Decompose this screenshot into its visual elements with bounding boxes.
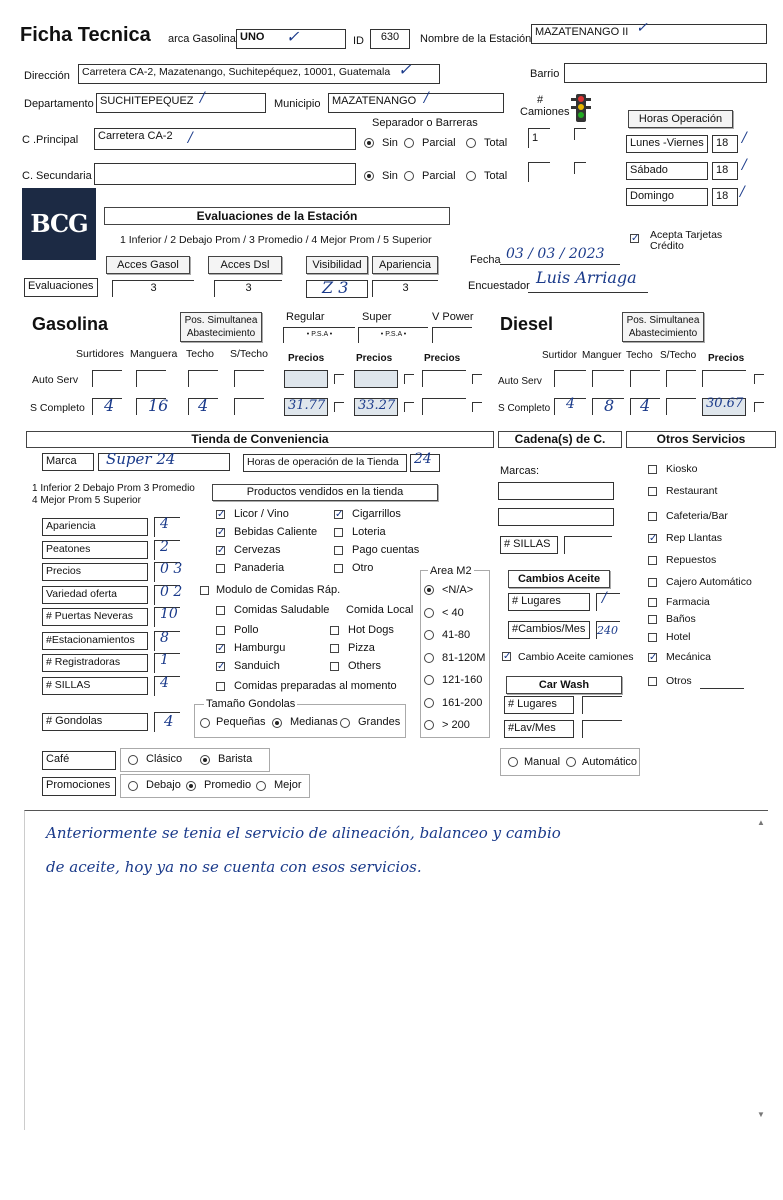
col-manguer: Manguer <box>582 350 622 361</box>
servicio-label: Cafeteria/Bar <box>666 510 728 522</box>
precios-vpower-label: Precios <box>424 353 461 364</box>
sc-vpower-checkbox[interactable] <box>472 402 482 412</box>
apariencia-value[interactable]: 3 <box>372 280 438 297</box>
check-mark-icon: / <box>200 90 205 106</box>
col-techo-diesel: Techo <box>626 350 653 361</box>
area-option-label: < 40 <box>442 606 464 619</box>
fecha-label: Fecha <box>470 254 501 266</box>
evaluaciones-title: Evaluaciones de la Estación <box>104 207 450 225</box>
as-surtidores[interactable] <box>92 370 122 387</box>
servicio-label: Hotel <box>666 631 691 643</box>
rating-label: #Estacionamientos <box>42 632 148 650</box>
producto-checkbox[interactable] <box>334 546 343 555</box>
parcial-radio-principal[interactable] <box>404 138 414 148</box>
c-principal-field[interactable]: Carretera CA-2 <box>94 128 356 150</box>
as-regular-checkbox[interactable] <box>334 374 344 384</box>
comida-checkbox[interactable] <box>216 626 225 635</box>
diesel-s-completo-label: S Completo <box>498 403 551 414</box>
comida-label: Hamburgu <box>234 642 286 654</box>
marcas-field-2[interactable] <box>498 508 614 526</box>
encuestador-line <box>528 292 648 293</box>
sc-manguera: 16 <box>148 396 169 415</box>
modulo-checkbox[interactable] <box>200 586 209 595</box>
sin-radio-secundaria[interactable] <box>364 171 374 181</box>
sin-radio-principal[interactable] <box>364 138 374 148</box>
departamento-label: Departamento <box>24 98 94 110</box>
vpower-psa <box>432 327 472 343</box>
super-psa: • P.S.A • <box>358 327 428 343</box>
area-radio[interactable] <box>424 608 434 618</box>
servicio-checkbox[interactable]: ✓ <box>649 652 658 663</box>
cambios-aceite-button[interactable]: Cambios Aceite <box>508 570 610 588</box>
c-principal-label: C .Principal <box>22 134 79 146</box>
comida-label: Sanduich <box>234 660 280 672</box>
grandes-radio[interactable] <box>340 718 350 728</box>
d-sc-techo: 4 <box>640 396 651 415</box>
auto-serv-label: Auto Serv <box>32 374 79 386</box>
departamento-field[interactable]: SUCHITEPEQUEZ <box>96 93 266 113</box>
area-label: Area M2 <box>430 565 472 577</box>
rating-label: # Registradoras <box>42 654 148 672</box>
acces-dsl-value[interactable]: 3 <box>214 280 282 297</box>
check-mark-icon: ✓ <box>636 20 648 36</box>
producto-label: Otro <box>352 562 374 574</box>
as-vpower-checkbox[interactable] <box>472 374 482 384</box>
camiones-checkbox[interactable] <box>574 128 586 140</box>
producto-checkbox[interactable] <box>216 564 225 573</box>
lunes-viernes-hours[interactable]: 18 <box>712 135 738 153</box>
vpower-label: V Power <box>432 311 474 323</box>
gondolas-value: 4 <box>164 712 174 730</box>
d-as-techo[interactable] <box>630 370 660 387</box>
manual-label: Manual <box>524 756 561 768</box>
servicio-label: Kiosko <box>666 463 698 475</box>
lav-mes-label: #Lav/Mes <box>504 720 574 738</box>
municipio-label: Municipio <box>274 98 321 110</box>
c-secundaria-field[interactable] <box>94 163 356 185</box>
promedio-radio[interactable] <box>186 781 196 791</box>
comida-checkbox[interactable]: ✓ <box>217 661 226 672</box>
comida-label: Others <box>348 660 382 672</box>
comidas-saludable-label: Comidas Saludable <box>234 604 330 616</box>
car-wash-button[interactable]: Car Wash <box>506 676 622 694</box>
mejor-label: Mejor <box>274 779 302 791</box>
d-as-manguer[interactable] <box>592 370 624 387</box>
otros-line <box>700 688 744 689</box>
col-techo: Techo <box>186 348 215 360</box>
estacion-label: Nombre de la Estación <box>420 33 532 45</box>
tienda-scale-2: 4 Mejor Prom 5 Superior <box>32 495 141 506</box>
cadena-sillas-field[interactable] <box>564 536 612 554</box>
sc-techo: 4 <box>198 396 209 415</box>
sc-regular-checkbox[interactable] <box>334 402 344 412</box>
col-manguera: Manguera <box>130 348 178 360</box>
parcial-radio-secundaria[interactable] <box>404 171 414 181</box>
parcial-label: Parcial <box>422 137 456 149</box>
servicio-label: Farmacia <box>666 596 710 608</box>
medianas-radio[interactable] <box>272 718 282 728</box>
cadena-sillas-label: # SILLAS <box>500 536 558 554</box>
rating-label: Precios <box>42 563 148 581</box>
otros-title: Otros Servicios <box>626 431 776 448</box>
barista-radio[interactable] <box>200 755 210 765</box>
d-sc-manguer: 8 <box>604 396 615 415</box>
cadena-title: Cadena(s) de C. <box>498 431 622 448</box>
rating-value: 0 2 <box>160 584 183 600</box>
mejor-radio[interactable] <box>256 781 266 791</box>
check-mark-icon: / <box>740 184 745 200</box>
producto-checkbox[interactable]: ✓ <box>335 509 344 520</box>
domingo-field: Domingo <box>626 188 708 206</box>
id-label: ID <box>353 35 364 47</box>
sc-price-super: 33.27 <box>358 398 396 413</box>
barrio-label: Barrio <box>530 68 560 80</box>
servicio-checkbox[interactable] <box>648 556 657 565</box>
id-field[interactable]: 630 <box>370 29 410 49</box>
col-surtidor: Surtidor <box>542 350 578 361</box>
servicio-checkbox[interactable] <box>648 598 657 607</box>
d-as-checkbox[interactable] <box>754 374 764 384</box>
producto-label: Pago cuentas <box>352 544 420 556</box>
tienda-title: Tienda de Conveniencia <box>26 431 494 448</box>
marcas-field-1[interactable] <box>498 482 614 500</box>
sin-label: Sin <box>382 137 398 149</box>
automatico-label: Automático <box>582 756 638 768</box>
area-option-label: 81-120M <box>442 651 486 664</box>
comida-label: Pollo <box>234 624 259 636</box>
productos-button[interactable]: Productos vendidos en la tienda <box>212 484 438 501</box>
marca-gasolina-field[interactable]: UNO <box>236 29 346 49</box>
as-techo[interactable] <box>188 370 218 387</box>
camiones-aceite-checkbox[interactable]: ✓ <box>503 651 512 662</box>
pequenas-label: Pequeñas <box>216 716 266 728</box>
area-option-label: 121-160 <box>442 674 483 686</box>
area-radio[interactable] <box>424 675 434 685</box>
producto-label: Panaderia <box>234 562 285 574</box>
manual-radio[interactable] <box>508 757 518 767</box>
visibilidad-hand: Z 3 <box>322 278 349 297</box>
col-surtidores: Surtidores <box>76 348 124 360</box>
diesel-auto-serv-label: Auto Serv <box>498 376 542 387</box>
cafe-label: Café <box>42 751 116 770</box>
cambios-mes-value: 240 <box>597 624 618 637</box>
area-radio[interactable] <box>424 630 434 640</box>
debajo-label: Debajo <box>146 779 181 791</box>
regular-label: Regular <box>286 311 325 323</box>
lugares-mark: / <box>602 590 607 606</box>
carwash-lugares-field[interactable] <box>582 696 622 714</box>
fecha-line <box>500 264 620 265</box>
comida-checkbox[interactable] <box>330 644 339 653</box>
rating-label: # SILLAS <box>42 677 148 695</box>
gasolina-pos-button[interactable]: Pos. Simultanea Abastecimiento <box>180 312 262 342</box>
rating-value: 8 <box>160 630 169 646</box>
servicio-label: Mecánica <box>666 651 711 663</box>
sabado-field: Sábado <box>626 162 708 180</box>
col-precios-diesel: Precios <box>708 353 745 364</box>
grandes-label: Grandes <box>358 716 401 728</box>
tarjetas-checkbox[interactable]: ✓ <box>631 233 640 244</box>
clasico-label: Clásico <box>146 753 183 765</box>
automatico-radio[interactable] <box>566 757 576 767</box>
area-option-label: <N/A> <box>442 584 474 596</box>
producto-label: Loteria <box>352 526 386 538</box>
sc-s-techo[interactable] <box>234 398 264 415</box>
lunes-viernes-field: Lunes -Viernes <box>626 135 708 153</box>
as-manguera[interactable] <box>136 370 166 387</box>
as-price-vpower[interactable] <box>422 370 466 387</box>
col-s-techo-diesel: S/Techo <box>660 350 697 361</box>
rating-value: 4 <box>160 516 169 532</box>
rating-value: 0 3 <box>160 561 183 577</box>
rating-label: Peatones <box>42 541 148 559</box>
d-sc-s-techo[interactable] <box>666 398 696 415</box>
evaluaciones-label: Evaluaciones <box>24 278 98 297</box>
notes-line-1: Anteriormente se tenia el servicio de alineación, balanceo y cambio <box>46 824 561 842</box>
check-mark-icon: / <box>424 90 429 106</box>
sc-surtidores: 4 <box>104 396 115 415</box>
sin-label: Sin <box>382 170 398 182</box>
super-label: Super <box>362 311 392 323</box>
servicio-checkbox[interactable] <box>648 633 657 642</box>
precios-regular-label: Precios <box>288 353 325 364</box>
producto-label: Licor / Vino <box>234 508 289 520</box>
gondolas-label: # Gondolas <box>42 713 148 731</box>
s-completo-label: S Completo <box>30 402 85 414</box>
producto-checkbox[interactable]: ✓ <box>217 545 226 556</box>
as-price-regular[interactable] <box>284 370 328 388</box>
producto-checkbox[interactable]: ✓ <box>217 509 226 520</box>
apariencia-button[interactable]: Apariencia <box>372 256 438 274</box>
producto-checkbox[interactable]: ✓ <box>217 527 226 538</box>
tienda-marca-value: Super 24 <box>106 450 176 468</box>
tamano-label: Tamaño Gondolas <box>206 698 296 710</box>
traffic-light-icon <box>570 94 592 124</box>
area-option-label: > 200 <box>442 719 470 731</box>
direccion-field[interactable]: Carretera CA-2, Mazatenango, Suchitepéquez, 10001, Guatemala <box>78 64 440 84</box>
servicio-checkbox[interactable] <box>648 512 657 521</box>
estacion-field[interactable]: MAZATENANGO II <box>531 24 767 44</box>
domingo-hours[interactable]: 18 <box>712 188 738 206</box>
col-s-techo: S/Techo <box>230 348 268 360</box>
servicio-label: Baños <box>666 613 696 625</box>
debajo-radio[interactable] <box>128 781 138 791</box>
page-title: Ficha Tecnica <box>20 24 151 46</box>
tienda-marca-label: Marca <box>42 453 94 471</box>
comida-checkbox[interactable] <box>330 662 339 671</box>
horas-operacion-button[interactable]: Horas Operación <box>628 110 733 128</box>
sc-super-checkbox[interactable] <box>404 402 414 412</box>
check-mark-icon: ✓ <box>286 27 300 46</box>
producto-label: Cigarrillos <box>352 508 401 520</box>
as-super-checkbox[interactable] <box>404 374 414 384</box>
check-mark-icon: / <box>742 130 747 146</box>
servicio-label: Otros <box>666 675 692 687</box>
comida-checkbox[interactable]: ✓ <box>217 643 226 654</box>
tienda-scale-1: 1 Inferior 2 Debajo Prom 3 Promedio <box>32 483 195 494</box>
diesel-pos-button[interactable]: Pos. Simultanea Abastecimiento <box>622 312 704 342</box>
area-option-label: 41-80 <box>442 629 471 641</box>
rating-label: Variedad oferta <box>42 586 148 604</box>
comida-local-label: Comida Local <box>346 604 414 616</box>
sc-price-regular: 31.77 <box>288 398 326 413</box>
marca-gasolina-label: arca Gasolina <box>168 33 236 45</box>
area-radio[interactable] <box>424 653 434 663</box>
lav-mes-field[interactable] <box>582 720 622 738</box>
camiones-checkbox-2[interactable] <box>574 162 586 174</box>
precios-super-label: Precios <box>356 353 393 364</box>
servicio-checkbox[interactable] <box>648 487 657 496</box>
total-radio-secundaria[interactable] <box>466 171 476 181</box>
encuestador-label: Encuestador <box>468 280 530 292</box>
camiones-field[interactable]: 1 <box>528 128 550 148</box>
servicio-checkbox[interactable] <box>648 578 657 587</box>
barista-label: Barista <box>218 753 253 765</box>
d-sc-price: 30.67 <box>706 396 744 411</box>
comida-label: Pizza <box>348 642 375 654</box>
check-mark-icon: / <box>188 130 193 146</box>
rating-value: 4 <box>160 675 169 691</box>
regular-psa: • P.S.A • <box>283 327 355 343</box>
acces-gasol-button[interactable]: Acces Gasol <box>106 256 190 274</box>
d-sc-surtidor: 4 <box>566 396 575 412</box>
acces-gasol-value[interactable]: 3 <box>112 280 194 297</box>
lugares-field[interactable] <box>596 593 620 611</box>
camiones-aceite-label: Cambio Aceite camiones <box>518 651 634 663</box>
pequenas-radio[interactable] <box>200 718 210 728</box>
scroll-down-icon[interactable]: ▼ <box>757 1110 765 1119</box>
servicio-label: Restaurant <box>666 485 718 497</box>
camiones-label: # Camiones <box>520 94 570 118</box>
barrio-field[interactable] <box>564 63 767 83</box>
as-s-techo[interactable] <box>234 370 264 387</box>
total-radio-principal[interactable] <box>466 138 476 148</box>
modulo-label: Modulo de Comidas Ráp. <box>216 584 341 596</box>
rating-label: # Puertas Neveras <box>42 608 148 626</box>
producto-checkbox[interactable] <box>334 564 343 573</box>
preparadas-label: Comidas preparadas al momento <box>234 680 397 692</box>
d-sc-checkbox[interactable] <box>754 402 764 412</box>
scroll-up-icon[interactable]: ▲ <box>757 818 765 827</box>
comidas-saludable-checkbox[interactable] <box>216 606 225 615</box>
total-label: Total <box>484 137 508 149</box>
clasico-radio[interactable] <box>128 755 138 765</box>
medianas-label: Medianas <box>290 716 338 728</box>
direccion-label: Dirección <box>24 70 70 82</box>
check-mark-icon: ✓ <box>398 60 412 79</box>
cambios-mes-label: #Cambios/Mes <box>508 621 590 639</box>
as-price-super[interactable] <box>354 370 398 388</box>
sabado-hours[interactable]: 18 <box>712 162 738 180</box>
lugares-label: # Lugares <box>508 593 590 611</box>
area-option-label: 161-200 <box>442 696 483 709</box>
servicio-checkbox[interactable]: ✓ <box>649 533 658 544</box>
check-mark-icon: / <box>742 157 747 173</box>
notes-line-2: de aceite, hoy ya no se cuenta con esos servicios. <box>46 858 422 876</box>
evaluaciones-scale: 1 Inferior / 2 Debajo Prom / 3 Promedio / 4 Mejor Prom / 5 Superior <box>120 234 432 246</box>
fecha-value[interactable]: 03 / 03 / 2023 <box>506 246 605 262</box>
rating-label: Apariencia <box>42 518 148 536</box>
d-as-s-techo[interactable] <box>666 370 696 387</box>
camiones-field-2[interactable] <box>528 162 550 182</box>
area-radio[interactable] <box>424 585 434 595</box>
tienda-horas-label: Horas de operación de la Tienda <box>243 454 407 472</box>
servicio-label: Repuestos <box>666 554 717 566</box>
servicio-label: Cajero Automático <box>666 576 752 588</box>
servicio-label: Rep Llantas <box>666 532 723 544</box>
diesel-title: Diesel <box>500 314 554 334</box>
visibilidad-button[interactable]: Visibilidad <box>306 256 368 274</box>
rating-value: 10 <box>160 606 178 622</box>
bcg-logo: BCG <box>22 188 96 260</box>
servicio-checkbox[interactable] <box>648 615 657 624</box>
preparadas-checkbox[interactable] <box>216 682 225 691</box>
area-radio[interactable] <box>424 698 434 708</box>
c-secundaria-label: C. Secundaria <box>22 170 92 182</box>
separador-label: Separador o Barreras <box>372 117 478 129</box>
encuestador-value[interactable]: Luis Arriaga <box>536 268 637 287</box>
tienda-horas-value: 24 <box>414 451 432 467</box>
municipio-field[interactable]: MAZATENANGO <box>328 93 504 113</box>
servicio-checkbox[interactable] <box>648 677 657 686</box>
comida-label: Hot Dogs <box>348 624 394 636</box>
promociones-label: Promociones <box>42 777 116 796</box>
sc-price-vpower[interactable] <box>422 398 466 415</box>
gasolina-title: Gasolina <box>32 314 109 334</box>
promedio-label: Promedio <box>204 779 252 791</box>
parcial-label: Parcial <box>422 170 456 182</box>
area-radio[interactable] <box>424 720 434 730</box>
producto-checkbox[interactable] <box>334 528 343 537</box>
comida-checkbox[interactable] <box>330 626 339 635</box>
marcas-label: Marcas: <box>500 465 540 477</box>
carwash-lugares-label: # Lugares <box>504 696 574 714</box>
rating-value: 1 <box>160 652 169 668</box>
d-as-price[interactable] <box>702 370 746 387</box>
producto-label: Bebidas Caliente <box>234 526 318 538</box>
total-label: Total <box>484 170 508 182</box>
acces-dsl-button[interactable]: Acces Dsl <box>208 256 282 274</box>
servicio-checkbox[interactable] <box>648 465 657 474</box>
rating-value: 2 <box>160 539 169 555</box>
producto-label: Cervezas <box>234 544 281 556</box>
d-as-surtidor[interactable] <box>554 370 586 387</box>
tarjetas-label: Acepta Tarjetas Crédito <box>650 229 723 252</box>
